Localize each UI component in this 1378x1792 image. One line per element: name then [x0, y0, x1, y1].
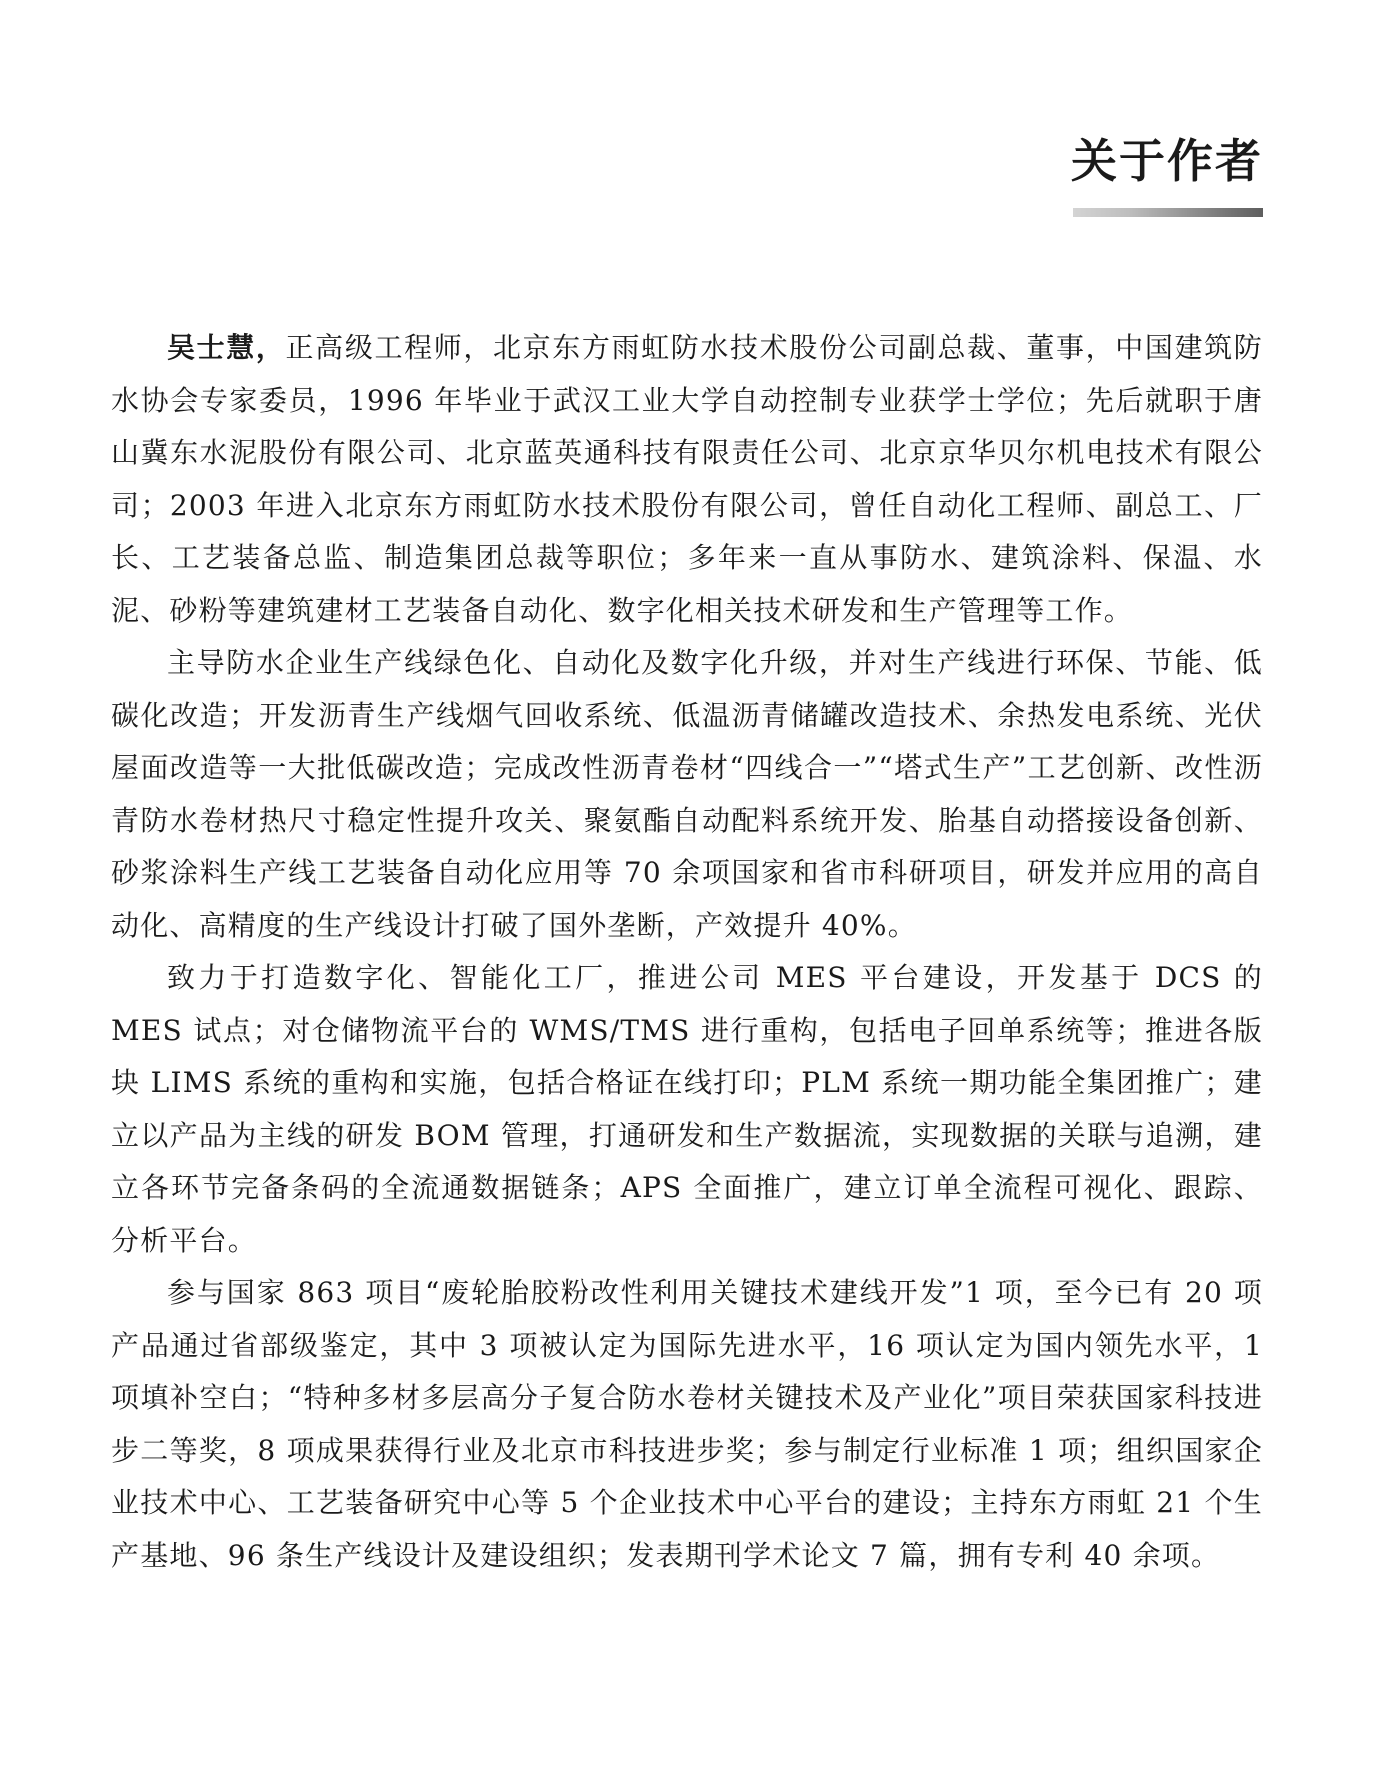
author-bio — [111, 322, 1263, 1582]
bio-paragraph: 主导防水企业生产线绿色化、自动化及数字化升级，并对生产线进行环保、节能、低碳化改造；开发沥青生产线烟气回收系统、低温沥青储罐改造技术、余热发电系统、光伏屋面改造等一大批低碳改造；完成改性沥青卷材“四线合一”“塔式生产”工艺创新、改性沥青防水卷材热尺寸稳定性提升攻关、聚氨酯自动配料系统开发、胎基自动搭接设备创新、砂浆涂料生产线工艺装备自动化应用等 70 余项国家和省市科研项目，研发并应用的高自动化、高精度的生产线设计打破了国外垄断，产效提升 40%。 — [111, 646, 1263, 942]
bio-paragraph: 参与国家 863 项目“废轮胎胶粉改性利用关键技术建线开发”1 项，至今已有 20 项产品通过省部级鉴定，其中 3 项被认定为国际先进水平，16 项认定为国内领先水平，1 项填补空白；“特种多材多层高分子复合防水卷材关键技术及产业化”项目荣获国家科技进步二等奖，8 项成果获得行业及北京市科技进步奖；参与制定行业标准 1 项；组织国家企业技术中心、工艺装备研究中心等 5 个企业技术中心平台的建设；主持东方雨虹 21 个生产基地、96 条生产线设计及建设组织；发表期刊学术论文 7 篇，拥有专利 40 余项。 — [111, 1276, 1263, 1572]
bio-paragraph: 致力于打造数字化、智能化工厂，推进公司 MES 平台建设，开发基于 DCS 的 MES 试点；对仓储物流平台的 WMS/TMS 进行重构，包括电子回单系统等；推进各版块 LIMS 系统的重构和实施，包括合格证在线打印；PLM 系统一期功能全集团推广；建立以产品为主线的研发 BOM 管理，打通研发和生产数据流，实现数据的关联与追溯，建立各环节完备条码的全流通数据链条；APS 全面推广，建立订单全流程可视化、跟踪、分析平台。 — [111, 961, 1263, 1257]
page-title: 关于作者 — [1071, 134, 1263, 188]
title-underline — [1073, 208, 1263, 217]
bio-intro-text: 正高级工程师，北京东方雨虹防水技术股份公司副总裁、董事，中国建筑防水协会专家委员，1996 年毕业于武汉工业大学自动控制专业获学士学位；先后就职于唐山冀东水泥股份有限公司、北京蓝英通科技有限责任公司、北京京华贝尔机电技术有限公司；2003 年进入北京东方雨虹防水技术股份有限公司，曾任自动化工程师、副总工、厂长、工艺装备总监、制造集团总裁等职位；多年来一直从事防水、建筑涂料、保温、水泥、砂粉等建筑建材工艺装备自动化、数字化相关技术研发和生产管理等工作。 — [111, 331, 1263, 627]
author-name: 吴士慧， — [167, 331, 286, 364]
bio-paragraph-intro — [111, 322, 1263, 637]
